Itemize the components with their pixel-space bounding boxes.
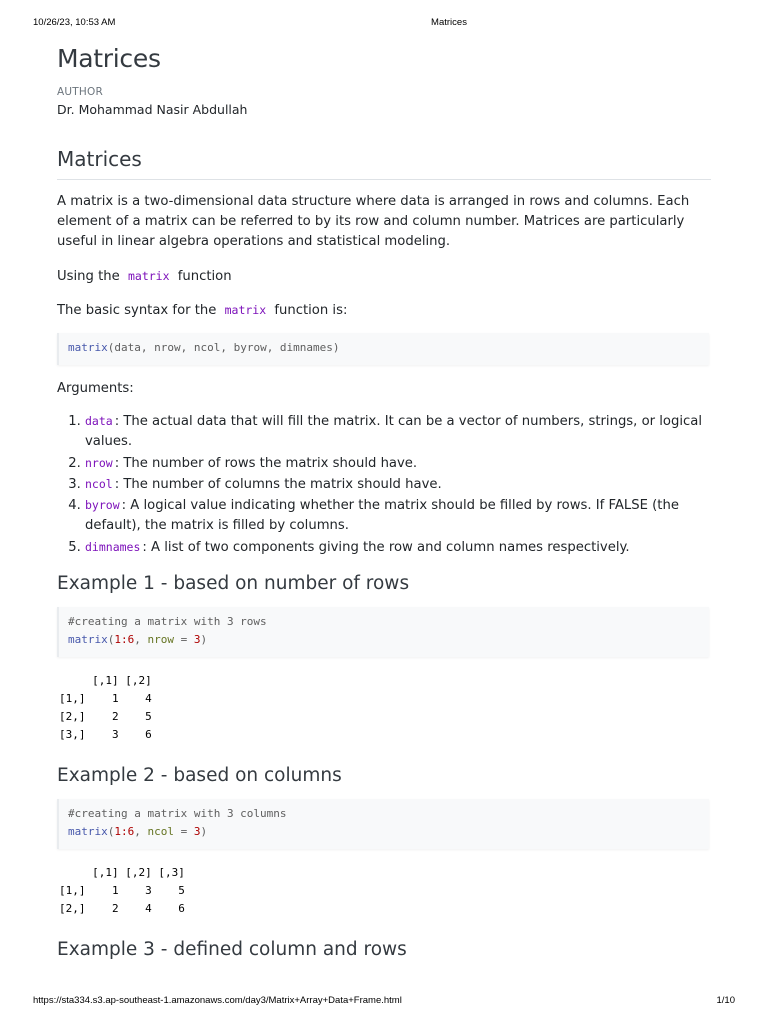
syntax-line: [57, 300, 711, 321]
code-paren: ): [200, 633, 208, 646]
argument-description: : A logical value indicating whether the matrix should be filled by rows. If FALSE (the default), the matrix is filled by columns.: [85, 498, 679, 534]
code-function-name: matrix: [68, 825, 108, 838]
code-comment: #creating a matrix with 3 columns: [68, 807, 287, 820]
code-function-name: matrix: [68, 633, 108, 646]
code-paren: ): [200, 825, 208, 838]
section-divider: [57, 179, 711, 180]
arguments-label: Arguments:: [57, 381, 134, 396]
print-doc-title: Matrices: [431, 17, 467, 28]
using-line-before: Using the: [57, 269, 120, 284]
syntax-code-block[interactable]: [57, 333, 709, 365]
syntax-line-after: function is:: [274, 303, 348, 318]
argument-name: byrow: [85, 498, 120, 513]
argument-name: data: [85, 414, 113, 428]
section-heading: Matrices: [57, 147, 142, 171]
code-param: ncol: [147, 825, 174, 838]
code-function-name: matrix: [68, 341, 108, 354]
code-paren: (: [107, 633, 115, 646]
list-item: [85, 537, 711, 558]
code-paren: (: [107, 825, 115, 838]
example2-heading: Example 2 - based on columns: [57, 765, 342, 786]
print-footer: [0, 995, 768, 1009]
list-item: [85, 411, 711, 453]
example1-output: [,1] [,2] [1,] 1 4 [2,] 2 5 [3,] 3 6: [59, 674, 152, 741]
argument-name: dimnames: [85, 539, 141, 554]
code-arguments: (data, nrow, ncol, byrow, dimnames): [107, 341, 340, 354]
page-number: 1/10: [716, 995, 735, 1006]
code-comment: #creating a matrix with 3 rows: [68, 615, 267, 628]
author-name: Dr. Mohammad Nasir Abdullah: [57, 102, 248, 117]
argument-description: : The number of rows the matrix should have.: [114, 455, 418, 471]
example3-heading: Example 3 - defined column and rows: [57, 939, 407, 960]
inline-code-matrix: matrix: [127, 269, 170, 283]
list-item: [85, 495, 711, 537]
example1-heading: Example 1 - based on number of rows: [57, 573, 410, 594]
syntax-line-before: The basic syntax for the: [57, 303, 217, 318]
code-line: [68, 631, 709, 649]
code-equals: =: [174, 633, 194, 646]
code-line: [68, 823, 709, 841]
code-value: 3: [193, 633, 201, 646]
list-item: [85, 474, 711, 495]
page-title: Matrices: [57, 44, 161, 73]
example2-code-block[interactable]: [57, 799, 709, 849]
argument-description: : The actual data that will fill the matrix. It can be a vector of numbers, strings, or logical values.: [85, 414, 703, 450]
code-comma: ,: [134, 825, 148, 838]
argument-name: ncol: [85, 476, 113, 491]
code-comma: ,: [134, 633, 148, 646]
inline-code-matrix: matrix: [224, 303, 267, 317]
code-range: 1:6: [114, 633, 135, 646]
argument-name: nrow: [85, 455, 113, 470]
using-line-after: function: [177, 269, 232, 284]
code-param: nrow: [147, 633, 174, 646]
author-label: AUTHOR: [57, 86, 103, 98]
example2-output: [,1] [,2] [,3] [1,] 1 3 5 [2,] 2 4 6: [59, 866, 185, 915]
argument-description: : The number of columns the matrix should have.: [114, 476, 442, 492]
print-datetime: 10/26/23, 10:53 AM: [33, 17, 116, 28]
print-header: [0, 17, 768, 31]
arguments-list: [57, 411, 711, 558]
list-item: [85, 453, 711, 474]
example1-code-block[interactable]: [57, 607, 709, 657]
intro-paragraph: A matrix is a two-dimensional data structure where data is arranged in rows and columns. Each element of a matrix can be referred to by its row and column number. Matrices are particularly useful in linear algebra operations and statistical modeling.: [57, 194, 690, 249]
code-equals: =: [174, 825, 194, 838]
code-range: 1:6: [114, 825, 135, 838]
using-line: [57, 266, 711, 287]
argument-description: : A list of two components giving the row and column names respectively.: [142, 539, 630, 555]
code-value: 3: [193, 825, 201, 838]
print-url[interactable]: https://sta334.s3.ap-southeast-1.amazonaws.com/day3/Matrix+Array+Data+Frame.html: [33, 995, 402, 1006]
